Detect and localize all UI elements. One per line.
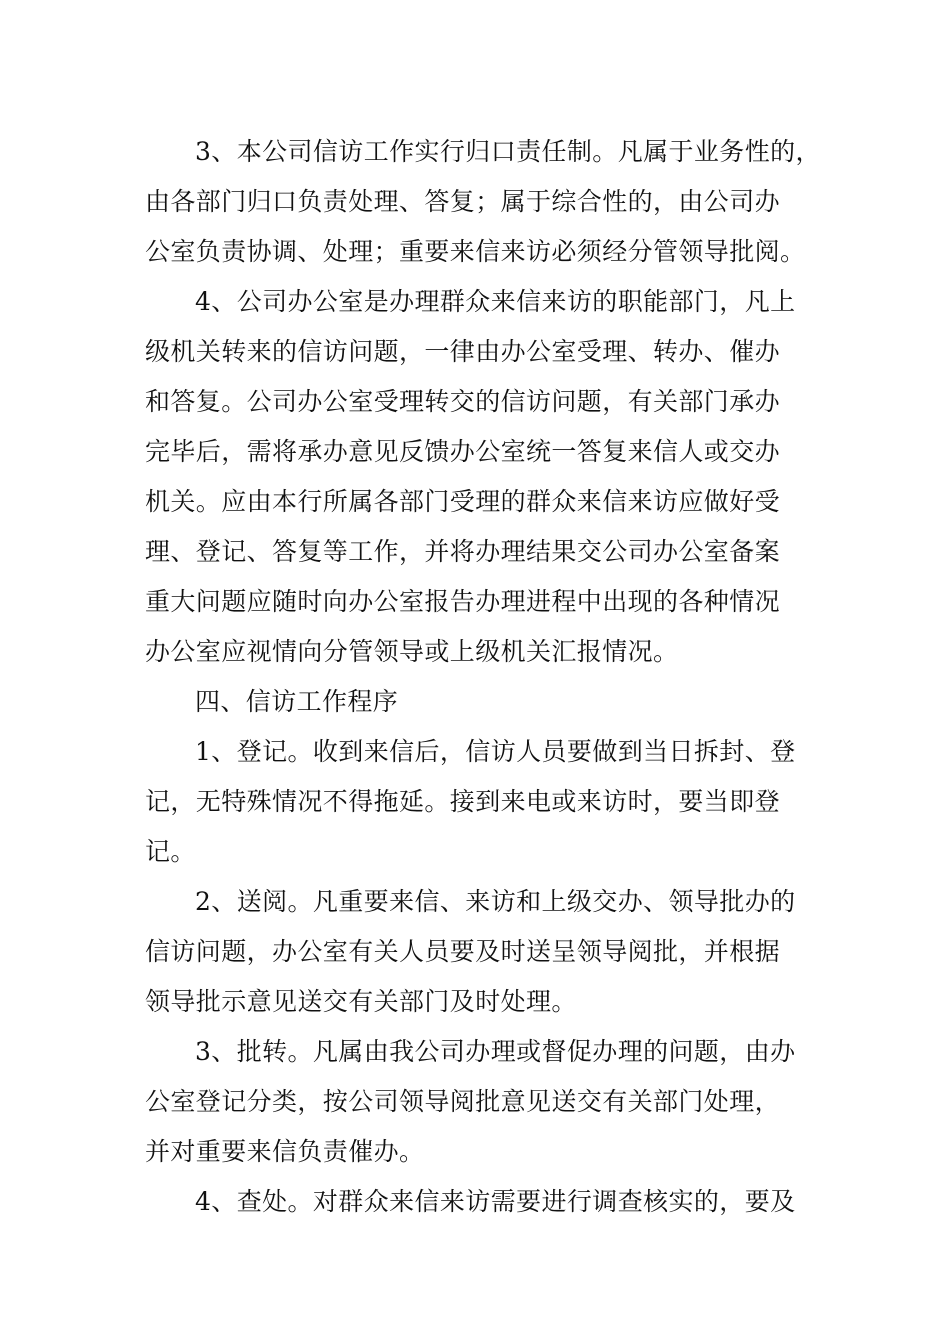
paragraph-line: 公室登记分类，按公司领导阅批意见送交有关部门处理， <box>145 1087 781 1116</box>
paragraph-line: 3、本公司信访工作实行归口责任制。凡属于业务性的， <box>195 137 821 166</box>
paragraph-line: 机关。应由本行所属各部门受理的群众来信来访应做好受 <box>145 487 781 516</box>
paragraph-line: 办公室应视情向分管领导或上级机关汇报情况。 <box>145 637 679 666</box>
paragraph-line: 完毕后，需将承办意见反馈办公室统一答复来信人或交办 <box>145 437 781 466</box>
section-heading: 四、信访工作程序 <box>195 687 399 716</box>
paragraph-line: 3、批转。凡属由我公司办理或督促办理的问题，由办 <box>195 1037 796 1066</box>
paragraph-line: 1、登记。收到来信后，信访人员要做到当日拆封、登 <box>195 737 796 766</box>
paragraph-line: 记。 <box>145 837 196 866</box>
paragraph-line: 信访问题，办公室有关人员要及时送呈领导阅批，并根据 <box>145 937 781 966</box>
paragraph-line: 理、登记、答复等工作，并将办理结果交公司办公室备案 <box>145 537 781 566</box>
paragraph-line: 4、查处。对群众来信来访需要进行调查核实的，要及 <box>195 1187 796 1216</box>
paragraph-line: 重大问题应随时向办公室报告办理进程中出现的各种情况 <box>145 587 781 616</box>
paragraph-line: 4、公司办公室是办理群众来信来访的职能部门，凡上 <box>195 287 796 316</box>
paragraph-line: 和答复。公司办公室受理转交的信访问题，有关部门承办 <box>145 387 781 416</box>
paragraph-line: 领导批示意见送交有关部门及时处理。 <box>145 987 577 1016</box>
paragraph-line: 由各部门归口负责处理、答复；属于综合性的，由公司办 <box>145 187 781 216</box>
paragraph-line: 2、送阅。凡重要来信、来访和上级交办、领导批办的 <box>195 887 796 916</box>
paragraph-line: 记，无特殊情况不得拖延。接到来电或来访时，要当即登 <box>145 787 781 816</box>
paragraph-line: 公室负责协调、处理；重要来信来访必须经分管领导批阅。 <box>145 237 806 266</box>
paragraph-line: 并对重要来信负责催办。 <box>145 1137 425 1166</box>
paragraph-line: 级机关转来的信访问题，一律由办公室受理、转办、催办 <box>145 337 781 366</box>
